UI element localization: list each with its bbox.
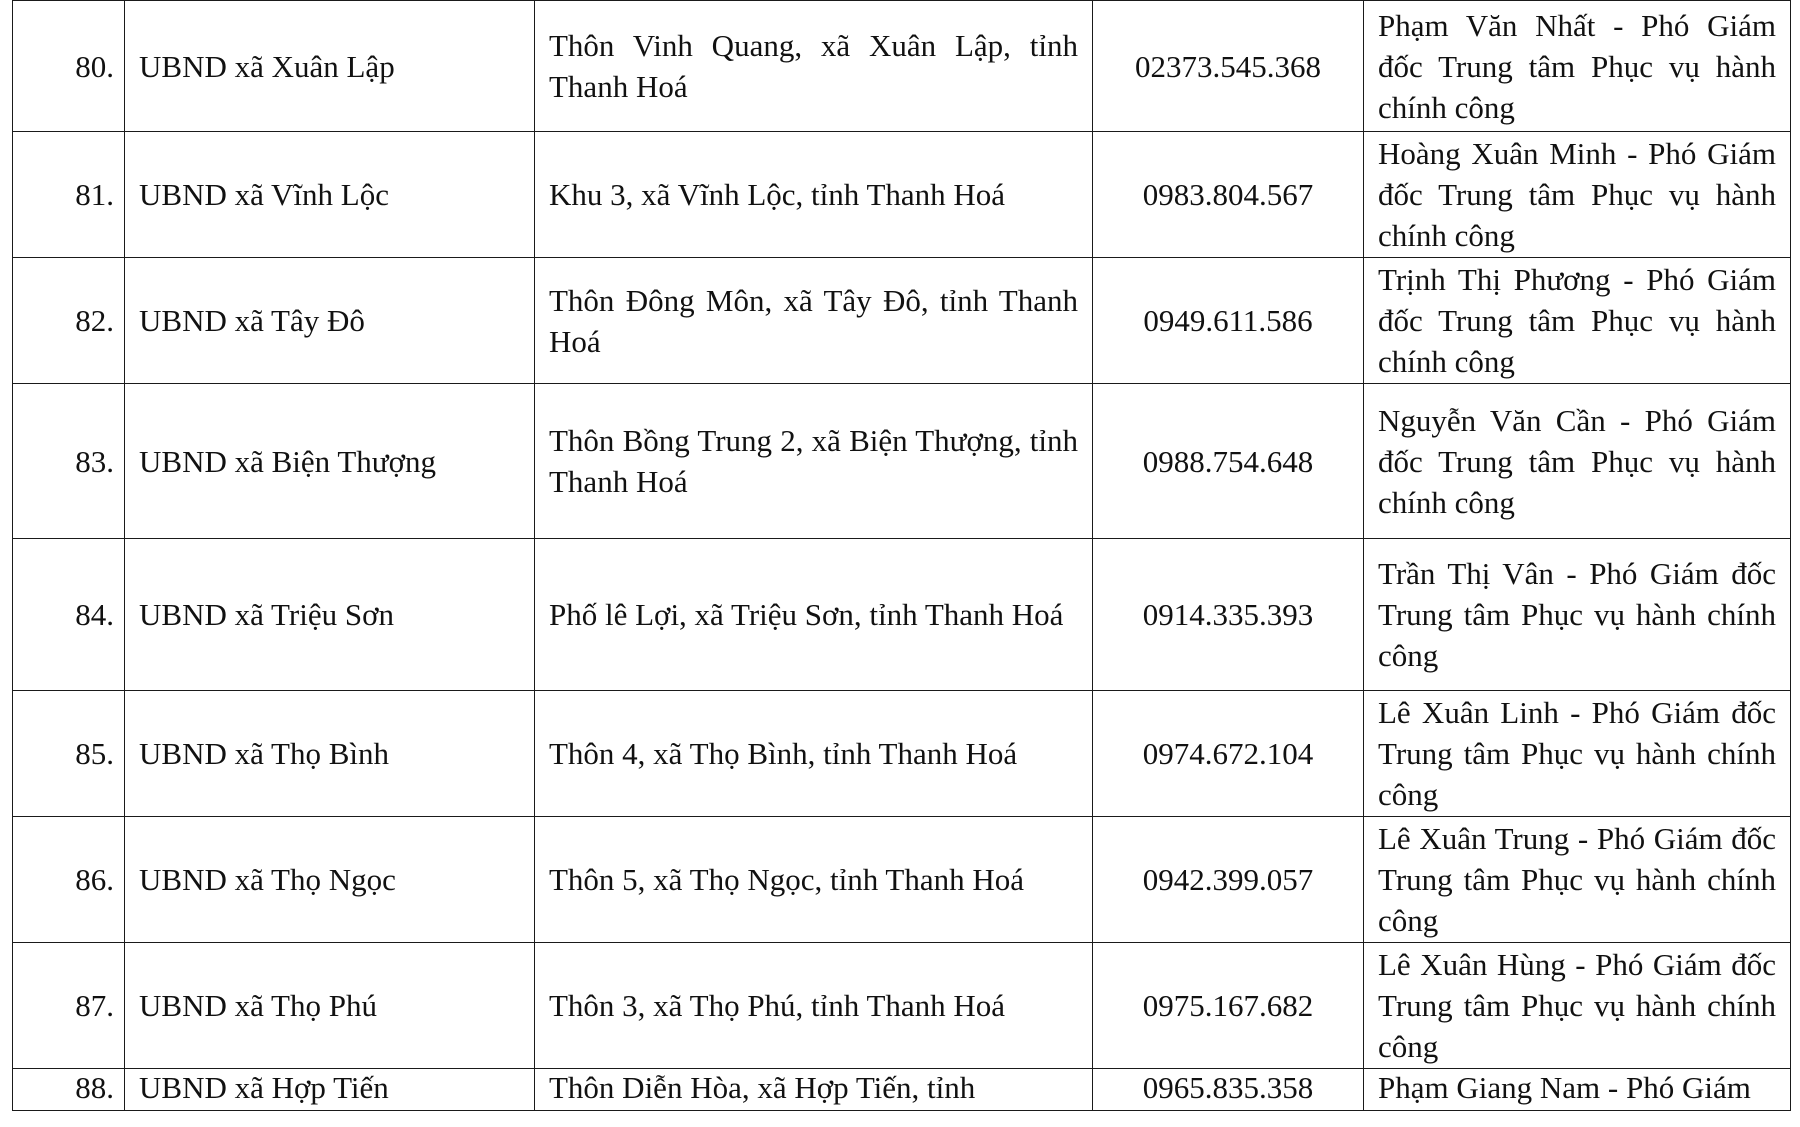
row-number: 82.: [13, 258, 125, 384]
contact-person: Lê Xuân Hùng - Phó Giám đốc Trung tâm Phục vụ hành chính công: [1364, 943, 1791, 1069]
unit-address: Phố lê Lợi, xã Triệu Sơn, tỉnh Thanh Hoá: [535, 539, 1093, 691]
unit-address: Thôn 4, xã Thọ Bình, tỉnh Thanh Hoá: [535, 691, 1093, 817]
phone-number: 0988.754.648: [1093, 384, 1364, 539]
table-row: [13, 539, 1791, 691]
contact-person: Phạm Giang Nam - Phó Giám: [1364, 1069, 1791, 1111]
table-row: [13, 384, 1791, 539]
phone-number: 0983.804.567: [1093, 132, 1364, 258]
unit-name: UBND xã Thọ Bình: [125, 691, 535, 817]
phone-number: 02373.545.368: [1093, 1, 1364, 132]
contact-person: Lê Xuân Linh - Phó Giám đốc Trung tâm Phục vụ hành chính công: [1364, 691, 1791, 817]
row-number: 85.: [13, 691, 125, 817]
table-row: [13, 132, 1791, 258]
row-number: 80.: [13, 1, 125, 132]
unit-name: UBND xã Thọ Ngọc: [125, 817, 535, 943]
unit-address: Thôn Đông Môn, xã Tây Đô, tỉnh Thanh Hoá: [535, 258, 1093, 384]
phone-number: 0942.399.057: [1093, 817, 1364, 943]
phone-number: 0974.672.104: [1093, 691, 1364, 817]
unit-name: UBND xã Biện Thượng: [125, 384, 535, 539]
unit-address: Thôn Diễn Hòa, xã Hợp Tiến, tỉnh: [535, 1069, 1093, 1111]
row-number: 83.: [13, 384, 125, 539]
unit-address: Thôn 3, xã Thọ Phú, tỉnh Thanh Hoá: [535, 943, 1093, 1069]
unit-address: Thôn 5, xã Thọ Ngọc, tỉnh Thanh Hoá: [535, 817, 1093, 943]
contact-person: Trần Thị Vân - Phó Giám đốc Trung tâm Phục vụ hành chính công: [1364, 539, 1791, 691]
contact-person: Lê Xuân Trung - Phó Giám đốc Trung tâm Phục vụ hành chính công: [1364, 817, 1791, 943]
table-row: [13, 1069, 1791, 1111]
unit-name: UBND xã Hợp Tiến: [125, 1069, 535, 1111]
table-row: [13, 943, 1791, 1069]
contact-person: Hoàng Xuân Minh - Phó Giám đốc Trung tâm Phục vụ hành chính công: [1364, 132, 1791, 258]
table-row: [13, 1, 1791, 132]
contact-person: Trịnh Thị Phương - Phó Giám đốc Trung tâm Phục vụ hành chính công: [1364, 258, 1791, 384]
table-row: [13, 258, 1791, 384]
phone-number: 0965.835.358: [1093, 1069, 1364, 1111]
unit-address: Thôn Bồng Trung 2, xã Biện Thượng, tỉnh Thanh Hoá: [535, 384, 1093, 539]
table-row: [13, 691, 1791, 817]
table-row: [13, 817, 1791, 943]
unit-address: Thôn Vinh Quang, xã Xuân Lập, tỉnh Thanh Hoá: [535, 1, 1093, 132]
phone-number: 0914.335.393: [1093, 539, 1364, 691]
unit-name: UBND xã Triệu Sơn: [125, 539, 535, 691]
phone-number: 0975.167.682: [1093, 943, 1364, 1069]
row-number: 81.: [13, 132, 125, 258]
unit-name: UBND xã Xuân Lập: [125, 1, 535, 132]
unit-address: Khu 3, xã Vĩnh Lộc, tỉnh Thanh Hoá: [535, 132, 1093, 258]
row-number: 84.: [13, 539, 125, 691]
unit-name: UBND xã Thọ Phú: [125, 943, 535, 1069]
unit-name: UBND xã Tây Đô: [125, 258, 535, 384]
row-number: 88.: [13, 1069, 125, 1111]
phone-number: 0949.611.586: [1093, 258, 1364, 384]
contact-table: [12, 0, 1791, 1111]
row-number: 87.: [13, 943, 125, 1069]
contact-person: Phạm Văn Nhất - Phó Giám đốc Trung tâm Phục vụ hành chính công: [1364, 1, 1791, 132]
row-number: 86.: [13, 817, 125, 943]
contact-person: Nguyễn Văn Cần - Phó Giám đốc Trung tâm Phục vụ hành chính công: [1364, 384, 1791, 539]
unit-name: UBND xã Vĩnh Lộc: [125, 132, 535, 258]
